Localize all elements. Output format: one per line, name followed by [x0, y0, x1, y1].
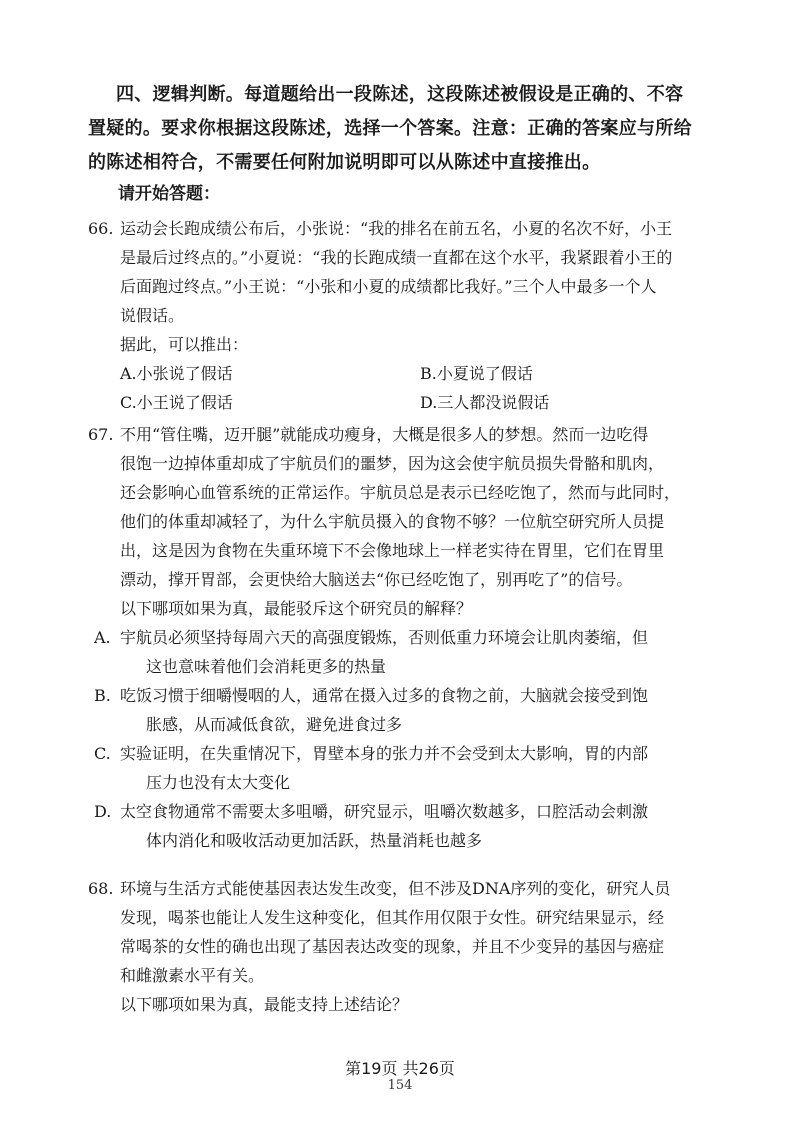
stem-line: 和雌激素水平有关。 [120, 966, 265, 985]
stem-line: 不用“管住嘴，迈开腿”就能成功瘦身，大概是很多人的梦想。然而一边吃得 [120, 425, 649, 444]
option-text: 这也意味着他们会消耗更多的热量 [146, 657, 387, 676]
question-number: 68. [88, 879, 114, 898]
question-number: 66. [88, 219, 114, 238]
option-letter: D. [420, 393, 438, 412]
option-d[interactable] [88, 797, 720, 855]
question-number: 67. [88, 425, 114, 444]
question-stem [120, 420, 720, 594]
stem-line: 出，这是因为食物在失重环境下不会像地球上一样老实待在胃里，它们在胃里 [120, 541, 665, 560]
option-c[interactable] [88, 739, 720, 797]
option-text: 三人都没说假话 [437, 393, 550, 412]
option-letter: D. [94, 802, 112, 821]
question-prompt: 以下哪项如果为真，最能驳斥这个研究员的解释？ [120, 599, 473, 618]
question-67 [88, 420, 720, 855]
option-text: 吃饭习惯于细嚼慢咽的人，通常在摄入过多的食物之前，大脑就会接受到饱 [120, 686, 649, 705]
stem-line: 是最后过终点的。”小夏说：“我的长跑成绩一直都在这个水平，我紧跟着小王的 [120, 248, 673, 267]
stem-line: 漂动，撑开胃部，会更快给大脑送去“你已经吃饱了，别再吃了”的信号。 [120, 570, 633, 589]
option-text: 小夏说了假话 [436, 364, 533, 383]
instruction-line-1: 四、逻辑判断。每道题给出一段陈述，这段陈述被假设是正确的、不容 [116, 84, 684, 105]
stem-line: 发现，喝茶也能让人发生这种变化，但其作用仅限于女性。研究结果显示，经 [120, 908, 665, 927]
option-text: 太空食物通常不需要太多咀嚼，研究显示，咀嚼次数越多，口腔活动会刺激 [120, 802, 649, 821]
option-letter: C. [94, 744, 111, 763]
page-footer: 第19页 共26页 [345, 1059, 455, 1078]
option-text: 胀感，从而减低食欲，避免进食过多 [146, 715, 403, 734]
option-b[interactable] [88, 681, 720, 739]
stem-line: 说假话。 [120, 306, 185, 325]
question-68 [88, 874, 720, 1019]
option-letter: B. [94, 686, 111, 705]
section-instructions [88, 78, 720, 180]
start-prompt: 请开始答题： [118, 184, 220, 204]
option-text: 体内消化和吸收活动更加活跃，热量消耗也越多 [146, 831, 483, 850]
option-text: 宇航员必须坚持每周六天的高强度锻炼，否则低重力环境会让肌肉萎缩，但 [120, 628, 649, 647]
question-stem [120, 874, 720, 990]
option-text: 实验证明，在失重情况下，胃壁本身的张力并不会受到太大影响，胃的内部 [120, 744, 649, 763]
option-letter: B. [420, 364, 437, 383]
option-letter: A. [94, 628, 111, 647]
option-letter: A. [120, 364, 137, 383]
question-prompt: 据此，可以推出： [120, 335, 249, 354]
instruction-line-2: 置疑的。要求你根据这段陈述，选择一个答案。注意：正确的答案应与所给 [88, 118, 692, 139]
option-text: 小王说了假话 [136, 393, 233, 412]
page-number: 154 [387, 1078, 413, 1093]
option-a[interactable] [88, 623, 720, 681]
stem-line: 常喝茶的女性的确也出现了基因表达改变的现象，并且不少变异的基因与癌症 [120, 937, 665, 956]
option-text: 小张说了假话 [136, 364, 233, 383]
option-d[interactable] [420, 388, 720, 417]
option-text: 压力也没有太大变化 [146, 773, 291, 792]
option-b[interactable] [420, 359, 720, 388]
question-prompt: 以下哪项如果为真，最能支持上述结论？ [120, 995, 409, 1014]
option-letter: C. [120, 393, 137, 412]
instruction-line-3: 的陈述相符合，不需要任何附加说明即可以从陈述中直接推出。 [88, 152, 601, 173]
stem-line: 很饱一边掉体重却成了宇航员们的噩梦，因为这会使宇航员损失骨骼和肌肉， [120, 454, 665, 473]
stem-line: 环境与生活方式能使基因表达发生改变，但不涉及DNA序列的变化，研究人员 [120, 879, 671, 898]
stem-line: 他们的体重却减轻了，为什么宇航员摄入的食物不够？一位航空研究所人员提 [120, 512, 665, 531]
options-grid [88, 359, 720, 417]
question-stem [120, 214, 720, 330]
stem-line: 还会影响心血管系统的正常运作。宇航员总是表示已经吃饱了，然而与此同时， [120, 483, 681, 502]
option-c[interactable] [120, 388, 420, 417]
question-66 [88, 214, 720, 417]
stem-line: 后面跑过终点。”小王说：“小张和小夏的成绩都比我好。”三个人中最多一个人 [120, 277, 657, 296]
stem-line: 运动会长跑成绩公布后，小张说：“我的排名在前五名，小夏的名次不好，小王 [120, 219, 673, 238]
option-a[interactable] [120, 359, 420, 388]
